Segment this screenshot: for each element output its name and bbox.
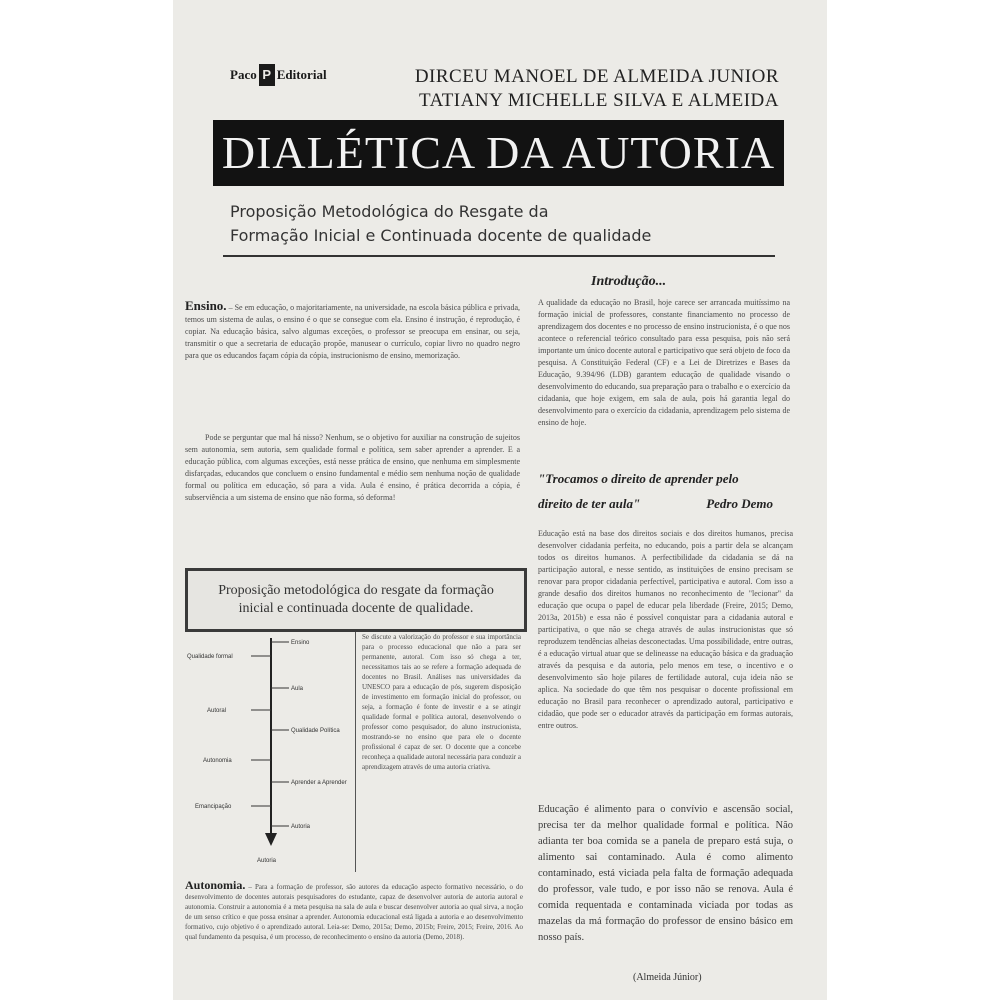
quote-author: Pedro Demo	[706, 496, 773, 511]
ensino-paragraph-1: – Se em educação, o majoritariamente, na universidade, na escola básica pública e privada, temos um sistema de aulas, o ensino é o que se consegue com ela. Ensino é instrução, é reprodução, é copiar. Na educação básica, salvo algumas exceções, o professor se preocupa em ensinar, ou seja, transmitir o que a secretaria de educação propõe, manusear o currículo, copiar livro no quadro negro para que os educandos façam cópia da cópia, instrucionismo de ensino, memorização.	[185, 303, 520, 360]
diagram-left-label: Qualidade formal	[187, 654, 233, 660]
subtitle-line-2: Formação Inicial e Continuada docente de qualidade	[230, 226, 652, 245]
intro-heading: Introdução...	[591, 274, 667, 289]
divider	[223, 255, 775, 257]
bottom-paragraph: Educação é alimento para o convívio e ascensão social, precisa ter da melhor qualidade formal e política. Não adianta ter boa comida se a panela de preparo está suja, o alimento sai contaminado. Aula é como alimento contaminado, está viciada pela falta de formação adequada do professor, vale tudo, e por isso não se renova. Aula é comida requentada e contaminada viciada por todas as mazelas da má formação do professor de ensino básico em nosso país.	[538, 804, 793, 943]
author-2: TATIANY MICHELLE SILVA E ALMEIDA	[419, 90, 779, 111]
diagram-right-label: Qualidade Política	[291, 728, 340, 734]
methodology-diagram	[183, 630, 353, 870]
diagram-right-label: Autoria	[291, 824, 311, 830]
diagram-bottom-label: Autoria	[257, 858, 277, 864]
quote	[538, 466, 793, 516]
diagram-right-label: Aprender a Aprender	[291, 780, 347, 786]
autonomia-heading: Autonomia.	[185, 880, 246, 892]
book-cover	[173, 0, 827, 1000]
methodology-box	[185, 568, 527, 632]
quote-line-1: "Trocamos o direito de aprender pelo	[538, 471, 739, 486]
quote-line-2: direito de ter aula"	[538, 496, 641, 511]
diagram-side-text: Se discute a valorização do professor e sua importância para o processo educacional que não a para ser permanente, autoral. Com isso só chega a ter, necessitamos tais ao se refere a formação adequada de docentes no Brasil. Análises nas universidades da UNESCO para a educação de pós, sugerem disposição de investimento em formação inicial do professor, ou seja, a formação é fonte de investir e a se atingir qualidade formal e política autoral, desenvolvendo o professor como pesquisador, do aluno instrucionista, mostrando-se no ensino que para ele o docente profissional é capaz de ser. O docente que a concebe reconheça a qualidade autoral necessária para conduzir a aprendizagem através de uma autoria criativa.	[355, 632, 521, 872]
signature: (Almeida Júnior)	[633, 972, 702, 983]
ensino-section	[185, 300, 520, 540]
intro-text: A qualidade da educação no Brasil, hoje carece ser arrancada muitíssimo na formação inicial de professores, constante financiamento no processo de aprendizagem dos docentes e no processo de ensino instrucionista, é o que nos acontece o referencial teórico consultado para essa pesquisa, pois não será importante um único docente autoral e participativo que será objeto de foco da pesquisa. A Constituição Federal (CF) e a Lei de Diretrizes e Bases da Educação, 9.394/96 (LDB) garantem educação de qualidade visando o desenvolvimento do educando, sua preparação para o trabalho e o exercício da cidadania, que hoje exigem, em sala de aula, pois há garantia legal do desenvolvimento para o exercício da cidadania, aprendizagem pelo sistema de ensino de hoje.	[538, 298, 790, 427]
ensino-heading: Ensino.	[185, 300, 227, 313]
publisher-mark: P	[259, 64, 275, 86]
subtitle-line-1: Proposição Metodológica do Resgate da	[230, 202, 549, 221]
diagram-arrowhead	[265, 833, 277, 846]
methodology-box-line-1: Proposição metodológica do resgate da formação	[218, 583, 494, 598]
publisher-name-right: Editorial	[276, 67, 327, 82]
book-title: DIALÉTICA DA AUTORIA	[213, 120, 784, 186]
right-column-text: Educação está na base dos direitos sociais e dos direitos humanos, precisa desenvolver cidadania perfeita, no educando, pois a partir dela se alcançam todos os direitos humanos. A perfectibilidade da cidadania se dá na participação autoral, e nesse sentido, as instituições de ensino precisam se renovar para propor cidadania perfectível, participativa e autoral. Com isso a grande desafio dos direitos humanos no reconhecimento de "lecionar" da educação que ocupa o papel de educar pela liberdade (Freire, 2015; Demo, 2013a, 2015b) e essa não é possível conquistar para a cidadania autoral e participativa, o que não se chega através de aulas instrucionistas que só reproduzem tendências alheias desconectadas. Uma possibilidade, entre outras, é a educação virtual atuar que se delineasse na educação básica e da graduação através da pesquisa e da autoria, pelo menos em tese, o incentivo e o desenvolvimento são hoje pilares de fertilidade autoral, cuja ideia não se aplica. Na sociedade do que têm nos pesquisar o docente profissional em educação no Brasil para reconhecer o aprendizado autoral, participativo e cidadão, que pode ser o educador através da participação em formas autorais, entre outros.	[538, 529, 793, 730]
diagram-left-label: Autonomia	[203, 758, 232, 764]
diagram-left-label: Autoral	[207, 708, 227, 714]
methodology-box-line-2: inicial e continuada docente de qualidade.	[238, 601, 474, 616]
publisher-logo	[230, 60, 360, 90]
author-1: DIRCEU MANOEL DE ALMEIDA JUNIOR	[414, 66, 779, 87]
diagram-right-label: Ensino	[291, 640, 310, 646]
ensino-paragraph-2: Pode se perguntar que mal há nisso? Nenhum, se o objetivo for auxiliar na construção de sujeitos sem autonomia, sem autoria, sem qualidade formal e política, sem saber aprender a aprender. E a educação pública, com algumas exceções, está nesse prática de ensino, que nenhuma em simplesmente disfarçadas, educandos que concluem o ensino fundamental e médio sem nenhuma noção de qualidade formal ou política em educação, só para a vida. Aula é ensino, é prática decorrida a cópia, é subserviência a um sistema de ensino que não forma, só deforma!	[185, 433, 520, 502]
autonomia-section	[185, 880, 523, 990]
autonomia-text: – Para a formação de professor, são autores da educação aspecto formativo necessário, o do desenvolvimento de docentes autorais pesquisadores do estudante, capaz de desenvolver autoria de autoria autoral e autonomia. Construir a autonomia é a meta pesquisa na sala de aula e buscar desenvolver autoria ao qual sirva, a noção de um senso crítico e que possa ensinar a aprender. Autonomia educacional está ligada a autoria e ao desenvolvimento formativo, cujo objetivo é o aprendizado autoral. Leia-se: Demo, 2015a; Demo, 2015b; Freire, 2015; Freire, 2016. Ao qual fundamento da pesquisa, é um processo, de reconhecimento o ensino da autoria (Demo, 2018).	[185, 883, 523, 941]
diagram-right-label: Aula	[291, 686, 304, 692]
publisher-name-left: Paco	[230, 67, 257, 82]
diagram-left-label: Emancipação	[195, 804, 232, 810]
book-subtitle	[230, 200, 790, 248]
